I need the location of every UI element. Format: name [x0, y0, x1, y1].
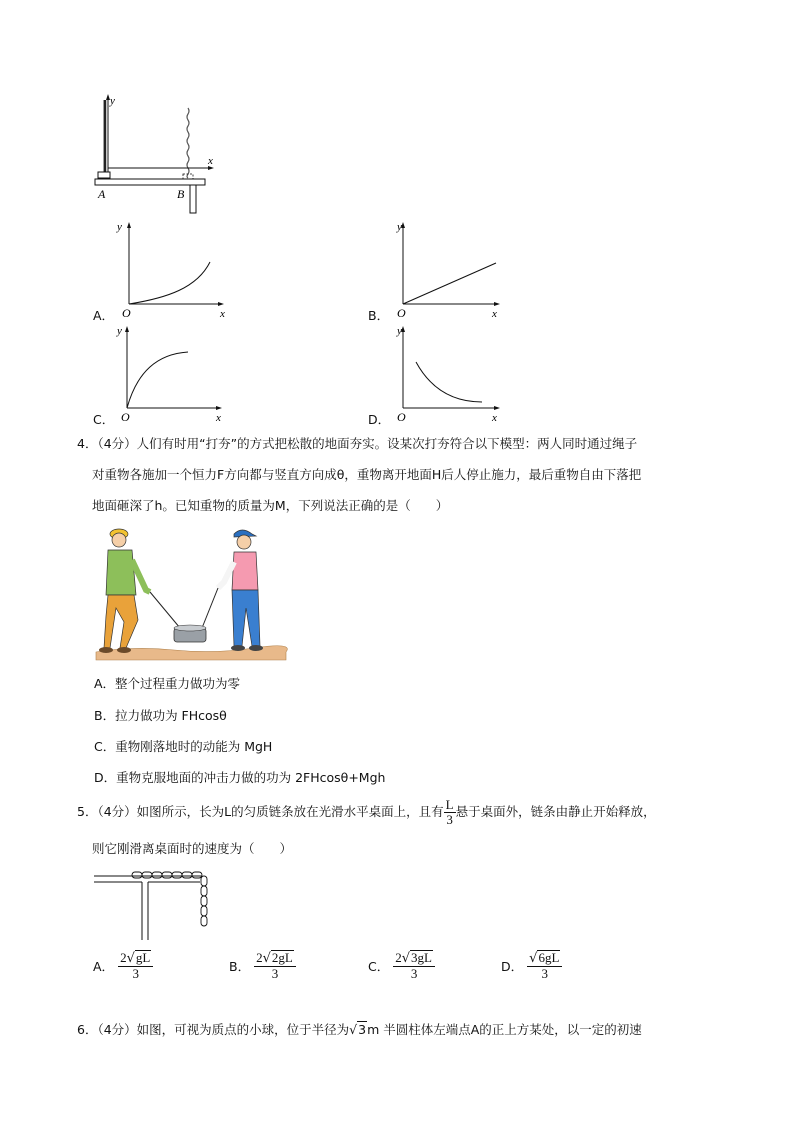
q5-option-c[interactable]: C． $\frac{2√3gL}{3}$: [368, 950, 435, 981]
curve-a: [129, 262, 210, 304]
question-5-text: [77, 798, 757, 827]
x-axis-label: x: [208, 155, 213, 167]
q4-line-3: 地面砸深了h。已知重物的质量为M，下列说法正确的是（ ）: [92, 498, 449, 513]
option-d-letter[interactable]: D．: [368, 412, 391, 427]
question-4-text: [77, 428, 757, 521]
svg-text:O: O: [121, 410, 130, 424]
tamping-illustration: [94, 520, 289, 662]
svg-text:x: x: [492, 412, 497, 424]
svg-text:x: x: [492, 308, 497, 320]
q5-post: 悬于桌面外，链条由静止开始释放，: [455, 804, 656, 819]
q5-fraction: $\frac{L}{3}$: [445, 797, 454, 827]
curve-d: [416, 362, 482, 402]
svg-text:y: y: [397, 325, 402, 337]
svg-text:y: y: [117, 221, 122, 233]
svg-text:O: O: [397, 410, 406, 424]
q6-pre: 6．（4分）如图，可视为质点的小球，位于半径为: [77, 1022, 350, 1037]
point-b-label: B: [177, 187, 185, 201]
graph-c: [112, 322, 237, 426]
svg-text:y: y: [397, 221, 402, 233]
question-6-text: 6．（4分）如图，可视为质点的小球，位于半径为√3m 半圆柱体左端点A的正上方某处，以一定的初速: [77, 1022, 642, 1037]
q4-line-1: 4．（4分）人们有时用“打夯”的方式把松散的地面夯实。设某次打夯符合以下模型：两人同时通过绳子: [77, 436, 638, 451]
q5-line-2: 则它刚滑离桌面时的速度为（ ）: [92, 841, 293, 856]
q5-option-a[interactable]: A． $\frac{2√gL}{3}$: [93, 950, 153, 981]
line-b: [403, 263, 496, 304]
graph-b: [388, 218, 513, 322]
q6-radical: 3: [358, 1022, 367, 1037]
point-a-label: A: [98, 187, 106, 201]
q6-post: m 半圆柱体左端点A的正上方某处，以一定的初速: [367, 1022, 642, 1037]
q4-option-d[interactable]: D．重物克服地面的冲击力做的功为 2FHcosθ+Mgh: [94, 770, 386, 785]
option-a-letter[interactable]: A．: [93, 308, 115, 323]
block-a: [98, 172, 110, 178]
graph-d: [388, 322, 513, 426]
svg-text:y: y: [117, 325, 122, 337]
svg-text:x: x: [216, 412, 221, 424]
chain-table-figure: [92, 868, 222, 943]
q5-option-b[interactable]: B． $\frac{2√2gL}{3}$: [229, 950, 296, 981]
table-top: [95, 179, 205, 185]
y-axis-label: y: [110, 95, 115, 107]
option-b-letter[interactable]: B．: [368, 308, 390, 323]
top-figure: [92, 92, 232, 217]
curve-c: [127, 352, 188, 408]
option-c-letter[interactable]: C．: [93, 412, 115, 427]
q4-option-a[interactable]: A．整个过程重力做功为零: [94, 676, 241, 691]
svg-text:O: O: [397, 306, 406, 320]
q4-option-c[interactable]: C．重物刚落地时的动能为 MgH: [94, 739, 273, 754]
table-leg: [190, 185, 196, 213]
q5-option-d[interactable]: D． $\frac{√6gL}{3}$: [501, 950, 562, 981]
q4-line-2: 对重物各施加一个恒力F方向都与竖直方向成θ，重物离开地面H后人停止施力，最后重物自由下落把: [92, 467, 642, 482]
q5-pre: 5．（4分）如图所示，长为L的匀质链条放在光滑水平桌面上，且有: [77, 804, 444, 819]
graph-a: [112, 218, 237, 322]
q4-option-b[interactable]: B．拉力做功为 FHcosθ: [94, 708, 227, 723]
svg-text:O: O: [122, 306, 131, 320]
svg-text:x: x: [220, 308, 225, 320]
